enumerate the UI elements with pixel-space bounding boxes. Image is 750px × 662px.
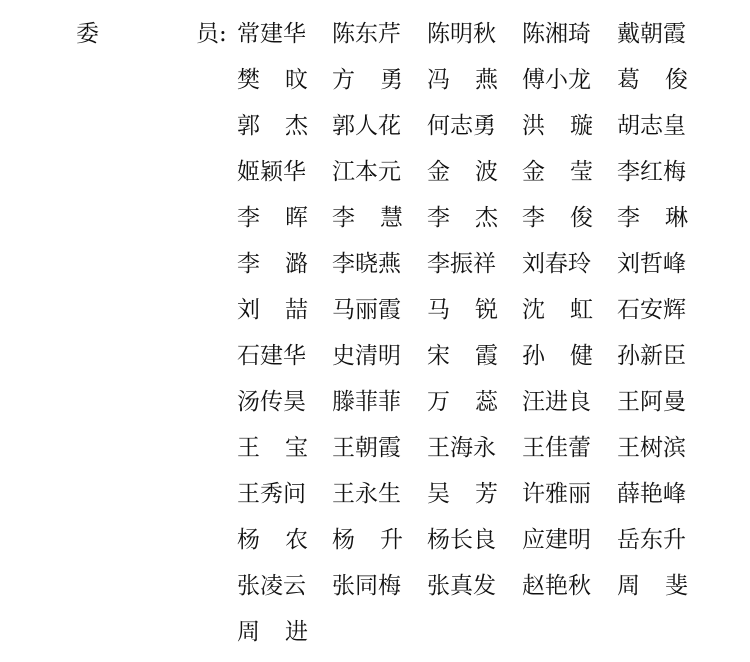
member-name: 常建华 [237,21,306,47]
surname-char: 王 [237,435,260,461]
member-name: 陈明秋 [427,21,496,47]
surname-char: 周 [617,573,640,599]
member-name [237,202,308,248]
member-name [427,156,498,202]
member-name: 薛艳峰 [617,481,686,507]
member-name: 马丽霞 [332,297,401,323]
member-name: 李晓燕 [332,251,401,277]
member-name [332,202,403,248]
surname-char: 樊 [237,67,260,93]
member-name: 史清明 [332,343,401,369]
member-name: 张同梅 [332,573,401,599]
member-name: 石建华 [237,343,306,369]
member-name [237,110,308,156]
given-name-char: 喆 [285,297,308,323]
given-name-char: 俊 [665,67,688,93]
member-name: 许雅丽 [522,481,591,507]
surname-char: 李 [237,205,260,231]
member-name: 刘春玲 [522,251,591,277]
surname-char: 冯 [427,67,450,93]
member-name-grid [237,18,717,662]
member-name [237,248,308,294]
surname-char: 万 [427,389,450,415]
member-name: 傅小龙 [522,67,591,93]
member-row [237,202,717,248]
member-name: 姬颖华 [237,159,306,185]
member-row [237,570,717,616]
member-name: 孙新臣 [617,343,686,369]
given-name-char: 杰 [285,113,308,139]
given-name-char: 潞 [285,251,308,277]
member-name [427,294,498,340]
surname-char: 李 [427,205,450,231]
member-name [617,202,688,248]
given-name-char: 勇 [380,67,403,93]
member-name: 滕菲菲 [332,389,401,415]
given-name-char: 琳 [665,205,688,231]
given-name-char: 健 [570,343,593,369]
member-name: 李振祥 [427,251,496,277]
member-name: 赵艳秋 [522,573,591,599]
given-name-char: 莹 [570,159,593,185]
member-name [237,64,308,110]
member-name [522,202,593,248]
given-name-char: 俊 [570,205,593,231]
given-name-char: 虹 [570,297,593,323]
member-row [237,18,717,64]
member-name [332,64,403,110]
member-row [237,294,717,340]
member-name: 石安辉 [617,297,686,323]
member-name: 陈东芹 [332,21,401,47]
surname-char: 李 [237,251,260,277]
given-name-char: 慧 [380,205,403,231]
member-name [427,386,498,432]
surname-char: 宋 [427,343,450,369]
surname-char: 杨 [332,527,355,553]
committee-label-yuan: 员: [196,21,227,47]
given-name-char: 蕊 [475,389,498,415]
surname-char: 葛 [617,67,640,93]
member-row [237,478,717,524]
member-row [237,386,717,432]
surname-char: 吴 [427,481,450,507]
member-name: 汤传昊 [237,389,306,415]
member-name [237,524,308,570]
member-name: 汪进良 [522,389,591,415]
committee-label-wei: 委 [76,21,99,47]
given-name-char: 璇 [570,113,593,139]
given-name-char: 杰 [475,205,498,231]
member-name: 王秀问 [237,481,306,507]
member-row [237,248,717,294]
member-name: 刘哲峰 [617,251,686,277]
member-name: 戴朝霞 [617,21,686,47]
given-name-char: 燕 [475,67,498,93]
surname-char: 李 [522,205,545,231]
member-row [237,432,717,478]
surname-char: 洪 [522,113,545,139]
member-name [522,156,593,202]
given-name-char: 锐 [475,297,498,323]
surname-char: 孙 [522,343,545,369]
surname-char: 李 [332,205,355,231]
member-row [237,340,717,386]
member-name: 张凌云 [237,573,306,599]
member-name [427,64,498,110]
given-name-char: 斐 [665,573,688,599]
member-name [237,616,308,662]
member-name: 应建明 [522,527,591,553]
given-name-char: 霞 [475,343,498,369]
surname-char: 杨 [237,527,260,553]
member-name: 王佳蕾 [522,435,591,461]
member-name [332,524,403,570]
given-name-char: 晖 [285,205,308,231]
member-name: 王朝霞 [332,435,401,461]
given-name-char: 旼 [285,67,308,93]
member-row [237,64,717,110]
surname-char: 金 [427,159,450,185]
given-name-char: 波 [475,159,498,185]
given-name-char: 芳 [475,481,498,507]
member-name: 王阿曼 [617,389,686,415]
given-name-char: 升 [380,527,403,553]
member-name [427,202,498,248]
member-name: 杨长良 [427,527,496,553]
member-row [237,156,717,202]
member-name [522,294,593,340]
member-row [237,616,717,662]
member-name [427,478,498,524]
surname-char: 方 [332,67,355,93]
surname-char: 李 [617,205,640,231]
member-name: 岳东升 [617,527,686,553]
member-name: 陈湘琦 [522,21,591,47]
given-name-char: 进 [285,619,308,645]
member-name: 何志勇 [427,113,496,139]
given-name-char: 农 [285,527,308,553]
member-name [237,432,308,478]
member-row [237,110,717,156]
member-name [522,340,593,386]
member-name: 江本元 [332,159,401,185]
member-name [617,570,688,616]
member-name [237,294,308,340]
surname-char: 刘 [237,297,260,323]
member-name: 王海永 [427,435,496,461]
member-name [522,110,593,156]
member-name: 王永生 [332,481,401,507]
surname-char: 马 [427,297,450,323]
member-name: 胡志皇 [617,113,686,139]
surname-char: 金 [522,159,545,185]
member-name: 张真发 [427,573,496,599]
surname-char: 沈 [522,297,545,323]
given-name-char: 宝 [285,435,308,461]
member-row [237,524,717,570]
member-name [427,340,498,386]
surname-char: 周 [237,619,260,645]
member-name: 王树滨 [617,435,686,461]
surname-char: 郭 [237,113,260,139]
member-name: 李红梅 [617,159,686,185]
member-name: 郭人花 [332,113,401,139]
member-name [617,64,688,110]
